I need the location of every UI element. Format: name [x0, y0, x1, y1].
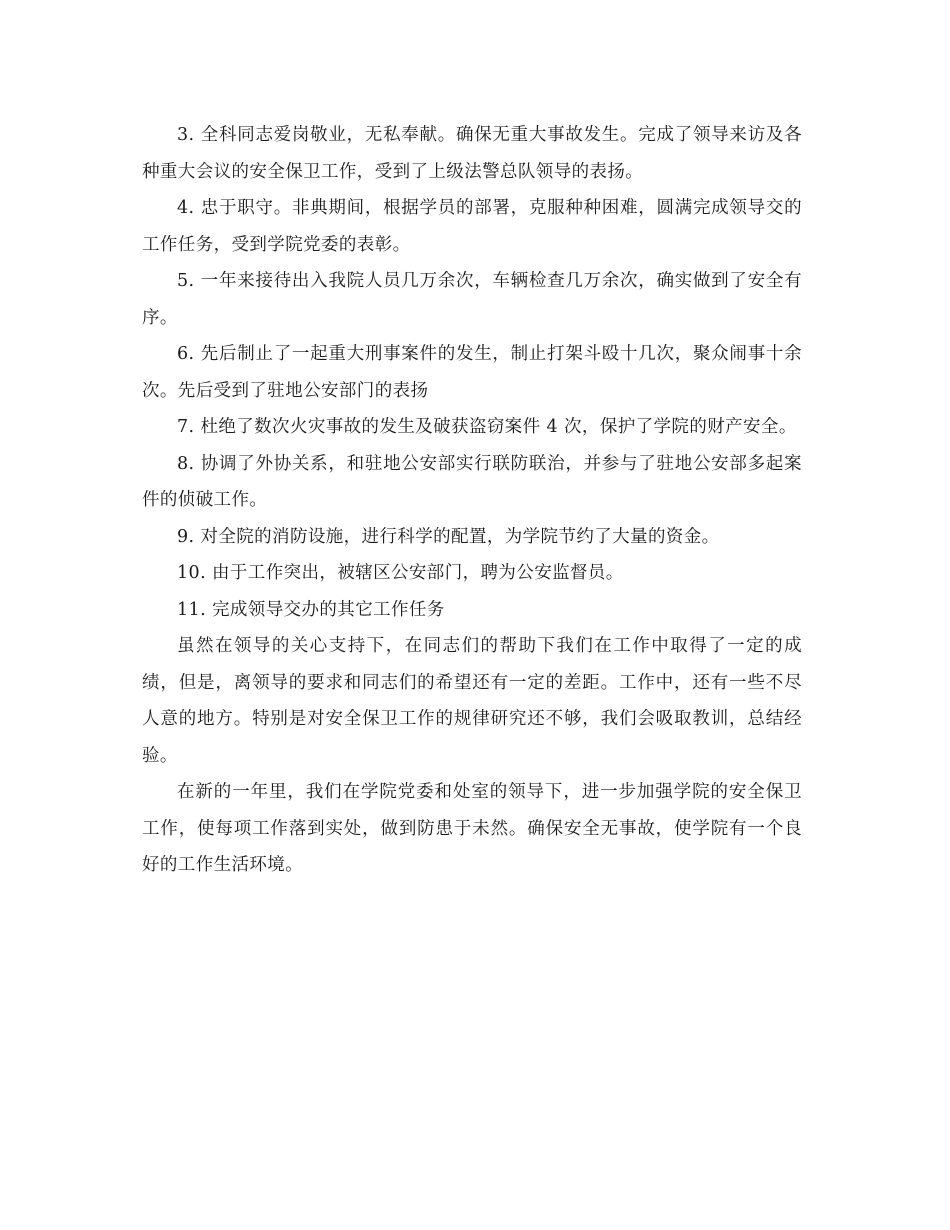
paragraph-item-10: 10. 由于工作突出，被辖区公安部门，聘为公安监督员。: [177, 563, 624, 583]
paragraph-summary: 虽然在领导的关心支持下，在同志们的帮助下我们在工作中取得了一定的成绩，但是，离领导的要求和同志们的希望还有一定的差距。工作中，还有一些不尽人意的地方。特别是对安全保卫工作的规律研究还不够，我们会吸取教训，总结经验。: [142, 636, 802, 766]
paragraph-item-4: 4. 忠于职守。非典期间，根据学员的部署，克服种种困难，圆满完成领导交的工作任务，受到学院党委的表彰。: [142, 198, 802, 255]
paragraph-item-3: 3. 全科同志爱岗敬业，无私奉献。确保无重大事故发生。完成了领导来访及各种重大会议的安全保卫工作，受到了上级法警总队领导的表扬。: [142, 125, 802, 182]
paragraph-item-11: 11. 完成领导交办的其它工作任务: [177, 599, 445, 620]
paragraph-item-8: 8. 协调了外协关系，和驻地公安部实行联防联治，并参与了驻地公安部多起案件的侦破工作。: [142, 453, 802, 510]
paragraph-item-7: 7. 杜绝了数次火灾事故的发生及破获盗窃案件 4 次，保护了学院的财产安全。: [177, 417, 797, 437]
paragraph-item-9: 9. 对全院的消防设施，进行科学的配置，为学院节约了大量的资金。: [177, 526, 720, 547]
paragraph-outlook: 在新的一年里，我们在学院党委和处室的领导下，进一步加强学院的安全保卫工作，使每项工作落到实处，做到防患于未然。确保安全无事故，使学院有一个良好的工作生活环境。: [142, 782, 802, 875]
paragraph-item-6: 6. 先后制止了一起重大刑事案件的发生，制止打架斗殴十几次，聚众闹事十余次。先后受到了驻地公安部门的表扬: [142, 344, 802, 401]
document-body: [142, 117, 802, 884]
paragraph-item-5: 5. 一年来接待出入我院人员几万余次，车辆检查几万余次，确实做到了安全有序。: [142, 271, 802, 328]
